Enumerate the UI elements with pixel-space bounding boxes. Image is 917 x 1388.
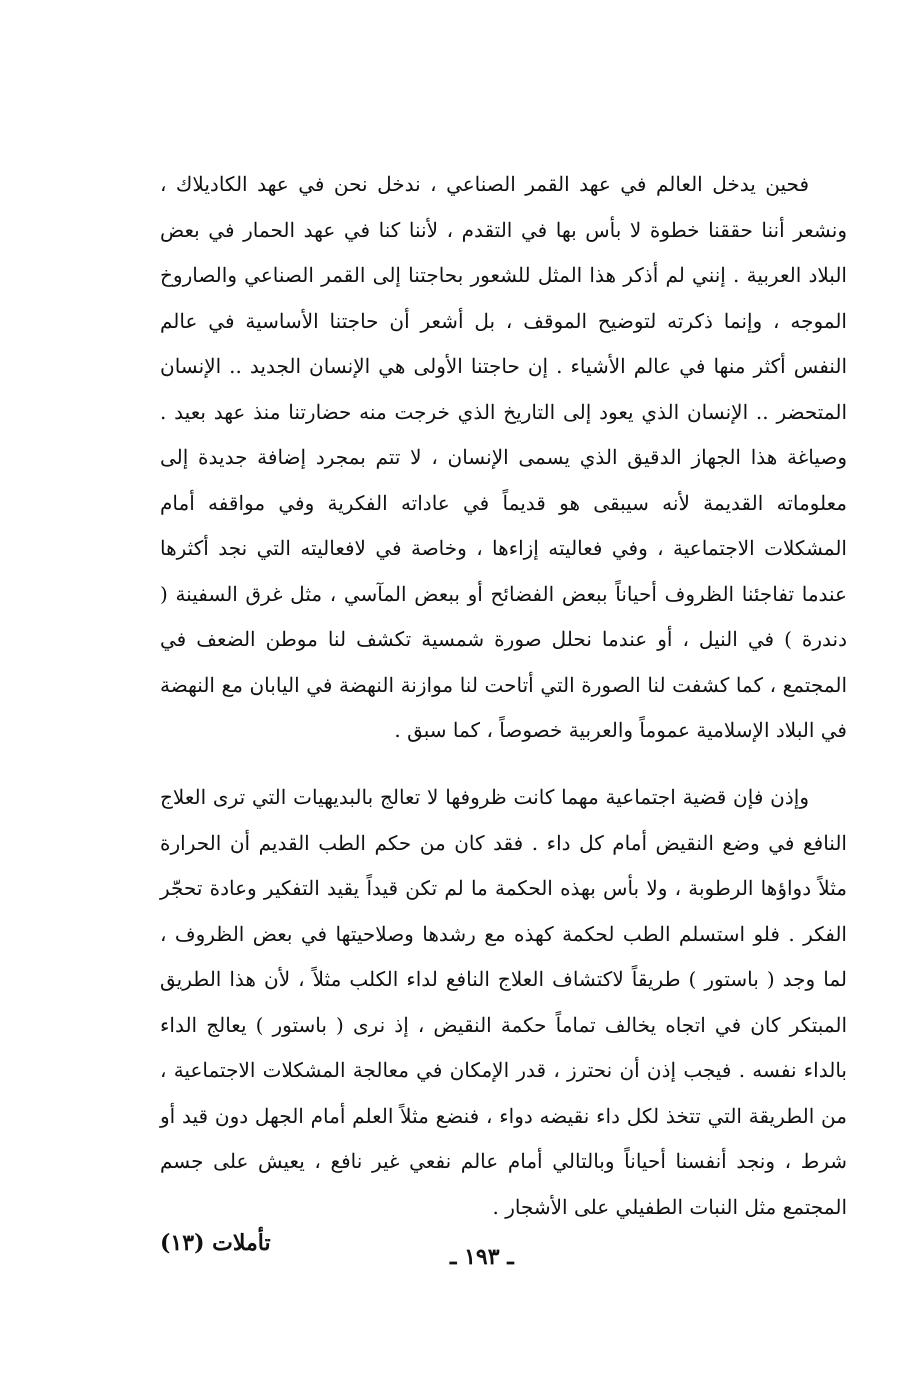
body-text-block xyxy=(160,162,847,754)
book-signature: تأملات (١٣) xyxy=(160,1230,271,1256)
paragraph: وإذن فإن قضية اجتماعية مهما كانت ظروفها لا تعالج بالبديهيات التي ترى العلاج النافع في وضع النقيض أمام كل داء . فقد كان من حكم الطب القديم أن الحرارة مثلاً دواؤها الرطوبة ، ولا بأس بهذه الحكمة ما لم تكن قيداً يقيد التفكير وعادة تحجّر الفكر . فلو استسلم الطب لحكمة كهذه مع رشدها وصلاحيتها في بعض الظروف ، لما وجد ( باستور ) طريقاً لاكتشاف العلاج النافع لداء الكلب مثلاً ، لأن هذا الطريق المبتكر كان في اتجاه يخالف تماماً حكمة النقيض ، إذ نرى ( باستور ) يعالج الداء بالداء نفسه . فيجب إذن أن نحترز ، قدر الإمكان في معالجة المشكلات الاجتماعية ، من الطريقة التي تتخذ لكل داء نقيضه دواء ، فنضع مثلاً العلم أمام الجهل دون قيد أو شرط ، ونجد أنفسنا أحياناً وبالتالي أمام عالم نفعي غير نافع ، يعيش على جسم المجتمع مثل النبات الطفيلي على الأشجار . xyxy=(160,785,847,1219)
paragraph: فحين يدخل العالم في عهد القمر الصناعي ، ندخل نحن في عهد الكاديلاك ، ونشعر أننا حققنا خطوة لا بأس بها في التقدم ، لأننا كنا في عهد الحمار في بعض البلاد العربية . إنني لم أذكر هذا المثل للشعور بحاجتنا إلى القمر الصناعي والصاروخ الموجه ، وإنما ذكرته لتوضيح الموقف ، بل أشعر أن حاجتنا الأساسية في عالم النفس أكثر منها في عالم الأشياء . إن حاجتنا الأولى هي الإنسان الجديد .. الإنسان المتحضر .. الإنسان الذي يعود إلى التاريخ الذي خرجت منه حضارتنا منذ عهد بعيد . وصياغة هذا الجهاز الدقيق الذي يسمى الإنسان ، لا تتم بمجرد إضافة جديدة إلى معلوماته القديمة لأنه سيبقى هو قديماً في عاداته الفكرية وفي مواقفه أمام المشكلات الاجتماعية ، وفي فعاليته إزاءها ، وخاصة في لافعاليته التي نجد أكثرها عندما تفاجئنا الظروف أحياناً ببعض الفضائح أو ببعض المآسي ، مثل غرق السفينة ( دندرة ) في النيل ، أو عندما نحلل صورة شمسية تكشف لنا موطن الضعف في المجتمع ، كما كشفت لنا الصورة التي أتاحت لنا موازنة النهضة في اليابان مع النهضة في البلاد الإسلامية عموماً والعربية خصوصاً ، كما سبق . xyxy=(160,172,847,742)
body-text-block xyxy=(160,775,847,1230)
page-number: ـ ١٩٣ ـ xyxy=(450,1244,514,1270)
page-footer xyxy=(160,1230,847,1280)
